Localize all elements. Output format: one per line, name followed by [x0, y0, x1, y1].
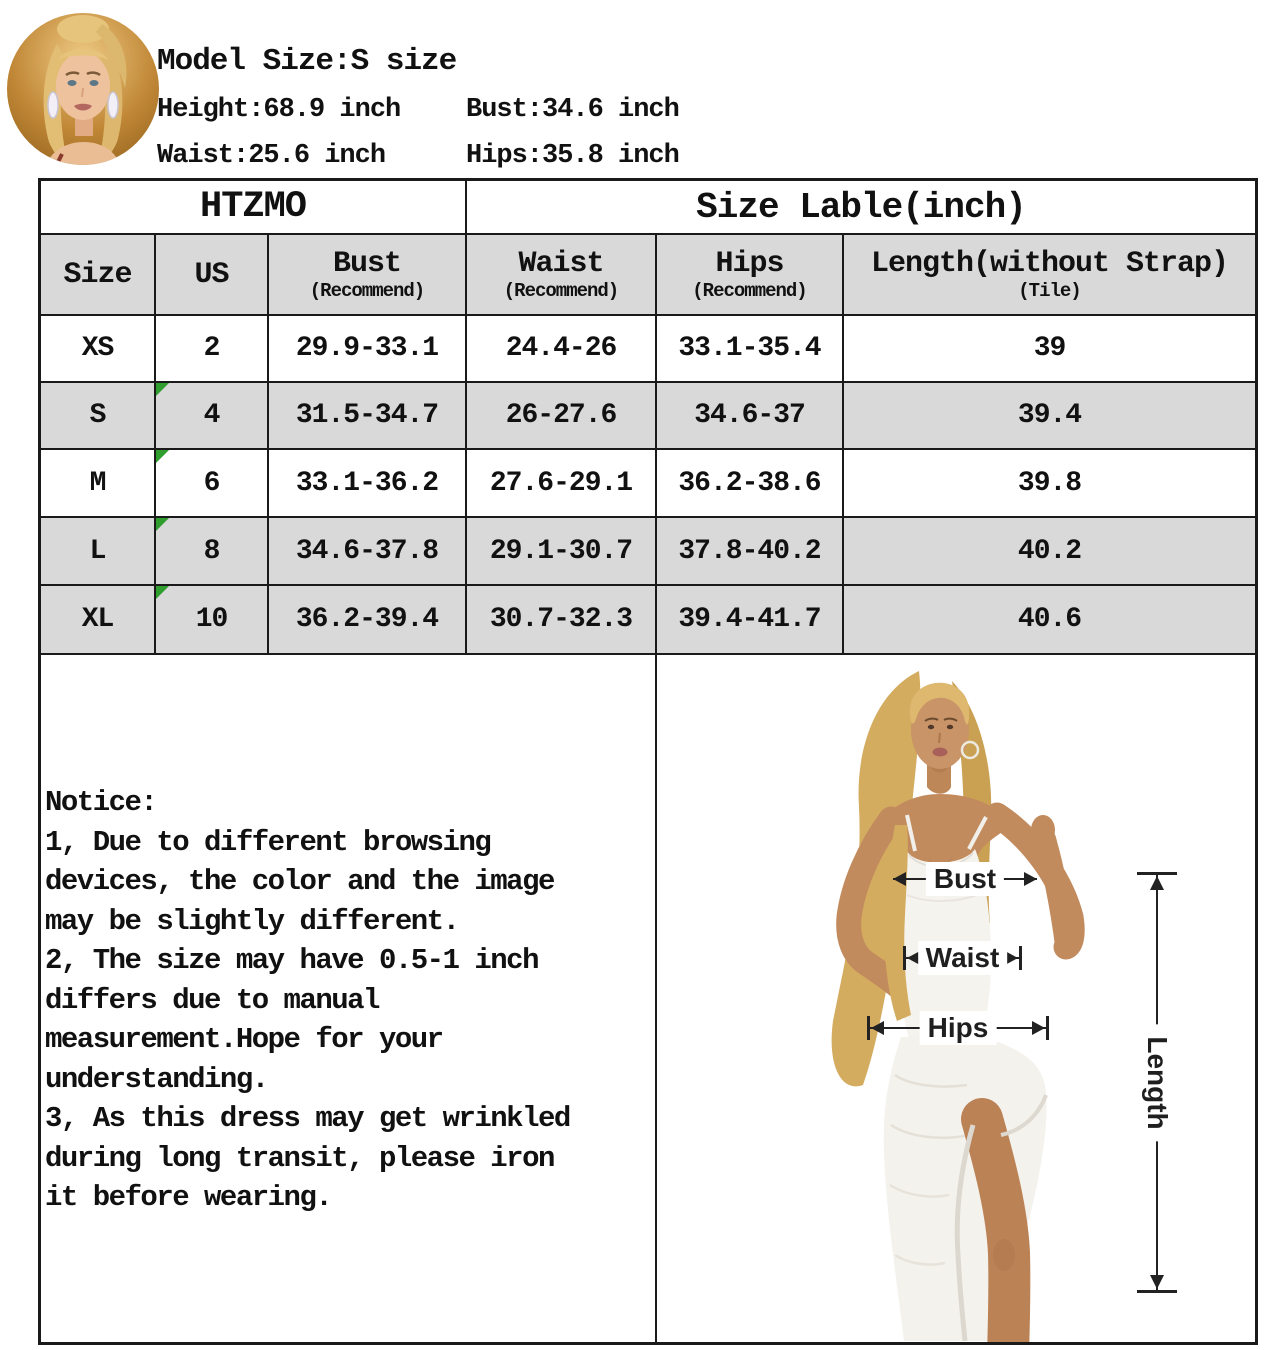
- notice-title: Notice:: [45, 786, 157, 819]
- cell-value: 6: [203, 467, 220, 499]
- notice-line: measurement.Hope for your: [45, 1023, 443, 1056]
- model-photo: [657, 655, 1255, 1342]
- cell-xl-hips: 39.4-41.7: [657, 586, 844, 655]
- flag-triangle-icon: [156, 518, 169, 531]
- measurement-diagram-cell: [657, 655, 1255, 1342]
- left-arrowhead-icon: [871, 1021, 884, 1035]
- col-header-bust: [269, 235, 467, 316]
- bottom-endbar-icon: [1137, 1290, 1177, 1293]
- notice-line: 3, As this dress may get wrinkled: [45, 1102, 570, 1135]
- model-height-text: Height:68.9 inch: [157, 95, 401, 125]
- notice-line: it before wearing.: [45, 1181, 332, 1214]
- col-header-label: Waist: [518, 246, 604, 281]
- up-arrowhead-icon: [1150, 876, 1164, 890]
- col-header-sublabel: (Recommend): [309, 279, 425, 302]
- left-endbar-icon: [903, 946, 906, 970]
- waist-measure-label: Waist: [918, 941, 1008, 975]
- cell-s-size: S: [41, 383, 156, 450]
- model-size-text: Model Size:S size: [157, 44, 457, 79]
- size-table: [38, 178, 1258, 1345]
- notice-line: devices, the color and the image: [45, 865, 554, 898]
- right-arrowhead-icon: [1024, 872, 1037, 886]
- cell-s-us: [156, 383, 269, 450]
- hips-measure-label: Hips: [920, 1011, 997, 1045]
- down-arrowhead-icon: [1150, 1275, 1164, 1289]
- notice-line: 1, Due to different browsing: [45, 825, 491, 859]
- cell-xl-size: XL: [41, 586, 156, 655]
- cell-m-hips: 36.2-38.6: [657, 450, 844, 518]
- cell-value: 8: [203, 535, 220, 567]
- cell-m-us: [156, 450, 269, 518]
- right-arrowhead-icon: [1032, 1021, 1045, 1035]
- col-header-label: US: [194, 257, 229, 292]
- flag-triangle-icon: [156, 586, 169, 599]
- model-avatar-photo: [6, 12, 160, 166]
- cell-s-length: 39.4: [844, 383, 1255, 450]
- col-header-us: [156, 235, 269, 316]
- notice-line: 2, The size may have 0.5-1 inch: [45, 944, 538, 977]
- flag-triangle-icon: [156, 383, 169, 396]
- cell-s-hips: 34.6-37: [657, 383, 844, 450]
- size-label-header-cell: Size Lable(inch): [467, 181, 1255, 235]
- cell-l-bust: 34.6-37.8: [269, 518, 467, 586]
- col-header-label: Size: [63, 257, 132, 292]
- cell-l-size: L: [41, 518, 156, 586]
- cell-xl-bust: 36.2-39.4: [269, 586, 467, 655]
- cell-m-length: 39.8: [844, 450, 1255, 518]
- notice-line: during long transit, please iron: [45, 1141, 554, 1175]
- cell-m-size: M: [41, 450, 156, 518]
- bust-measure: [893, 863, 1037, 894]
- cell-l-length: 40.2: [844, 518, 1255, 586]
- left-endbar-icon: [867, 1016, 870, 1040]
- model-hips-text: Hips:35.8 inch: [466, 141, 679, 171]
- col-header-label: Length(without Strap): [870, 246, 1229, 281]
- cell-l-waist: 29.1-30.7: [467, 518, 657, 586]
- length-measure: [1142, 872, 1173, 1293]
- cell-xs-size: XS: [41, 316, 156, 383]
- brand-header-cell: HTZMO: [41, 181, 467, 235]
- length-measure-label: Length: [1139, 1024, 1175, 1141]
- cell-xl-length: 40.6: [844, 586, 1255, 655]
- cell-l-hips: 37.8-40.2: [657, 518, 844, 586]
- cell-xl-us: [156, 586, 269, 655]
- cell-m-bust: 33.1-36.2: [269, 450, 467, 518]
- col-header-sublabel: (Recommend): [692, 279, 807, 302]
- notice-line: understanding.: [45, 1062, 268, 1096]
- col-header-label: Hips: [715, 246, 784, 281]
- cell-xs-hips: 33.1-35.4: [657, 316, 844, 383]
- notice-line: differs due to manual: [45, 983, 379, 1017]
- flag-triangle-icon: [156, 450, 169, 463]
- cell-xl-waist: 30.7-32.3: [467, 586, 657, 655]
- measurement-diagram: [657, 655, 1255, 1342]
- cell-value: 4: [203, 400, 220, 431]
- col-header-length: [844, 235, 1255, 316]
- model-bust-text: Bust:34.6 inch: [466, 95, 679, 125]
- col-header-sublabel: (Recommend): [503, 279, 619, 302]
- right-endbar-icon: [1046, 1016, 1049, 1040]
- cell-m-waist: 27.6-29.1: [467, 450, 657, 518]
- notice-line: may be slightly different.: [45, 904, 459, 938]
- col-header-hips: [657, 235, 844, 316]
- hips-measure: [868, 1012, 1048, 1043]
- col-header-label: Bust: [332, 246, 401, 281]
- cell-s-waist: 26-27.6: [467, 383, 657, 450]
- model-avatar: [6, 12, 160, 166]
- bust-measure-label: Bust: [926, 862, 1004, 896]
- waist-measure: [904, 942, 1021, 973]
- left-arrowhead-icon: [893, 872, 906, 886]
- cell-s-bust: 31.5-34.7: [269, 383, 467, 450]
- cell-xs-bust: 29.9-33.1: [269, 316, 467, 383]
- cell-xs-length: 39: [844, 316, 1255, 383]
- model-waist-text: Waist:25.6 inch: [157, 141, 386, 171]
- col-header-waist: [467, 235, 657, 316]
- top-endbar-icon: [1137, 872, 1177, 875]
- right-endbar-icon: [1019, 946, 1022, 970]
- col-header-sublabel: (Tile): [1018, 279, 1081, 302]
- cell-value: 10: [195, 604, 228, 635]
- col-header-size: [41, 235, 156, 316]
- cell-l-us: [156, 518, 269, 586]
- cell-xs-us: 2: [156, 316, 269, 383]
- notice-section: [41, 655, 657, 1342]
- cell-xs-waist: 24.4-26: [467, 316, 657, 383]
